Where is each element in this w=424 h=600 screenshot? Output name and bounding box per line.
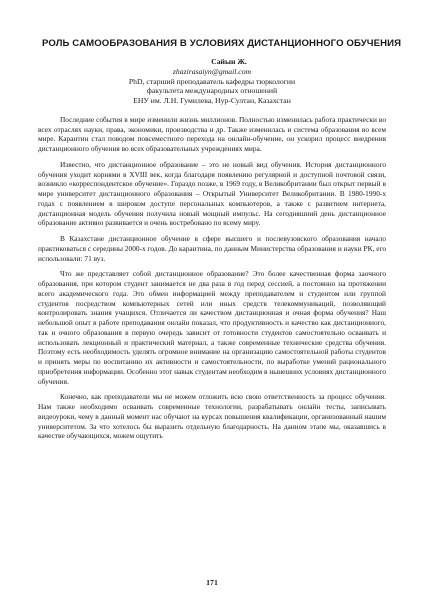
author-email[interactable]: zhazirasaiyn@gmail.com: [172, 66, 252, 76]
author-university: ЕНУ им. Л.Н. Гумилева, Нур-Султан, Казахстан: [133, 96, 291, 106]
paragraph-1: Последние события в мире изменили жизнь миллионов. Полностью изменилась работа практически во всех отраслях науки, права, экономики, производства и др. Также изменилась и система образования во всем мире. Карантин стал поводом повсеместного перехода на онлайн-обучение, он ускорил процесс внедрения дистанционного обучения во всех образовательных учреждениях мира.: [38, 114, 386, 154]
author-block: [38, 57, 386, 106]
article-body: [38, 115, 386, 441]
paragraph-5: Конечно, как преподаватели мы не можем отложить всю свою ответственность за процесс обучения. Нам также необходимо осваивать современные технологии, разрабатывать онлайн тесты, записывать видеоуроки, чему в данный момент нас обучают на курсах повышения квалификации, организованный нашим университетом. За что хотелось бы выразить отдельную благодарность. На данном этапе мы, оказавшись в качестве обучающихся, можем ощутить: [38, 392, 386, 441]
author-position: PhD, старший преподаватель кафедры тюркологии: [128, 76, 296, 86]
paper-title: РОЛЬ САМООБРАЗОВАНИЯ В УСЛОВИЯХ ДИСТАНЦИОННОГО ОБУЧЕНИЯ: [42, 38, 402, 49]
author-name: Сайын Ж.: [211, 57, 247, 66]
paragraph-3: В Казахстане дистанционное обучение в сфере высшего и послевузовского образования начало практиковаться с середины 2000-х годов. До карантина, по данным Министерства образования и науки РК, его использовали: 71 вуз.: [38, 234, 386, 263]
paragraph-4: Что же представляет собой дистанционное образование? Это более качественная форма заочного образования, при котором студент занимается не два раза в год перед сессией, а постоянно на протяжении всего академического года. Это обмен информацией между преподавателем и студентом или группой студентов посредством компьютерных сетей или иных средств телекоммуникаций, позволяющий контролировать знания учащихся. Отличается ли качеством дистанционная и очная форма обучения? Наш небольшой опыт в работе преподавания онлайн показал, что продуктивность и качество как дистанционного, так и очного образования в первую очередь зависит от готовности студентов самостоятельно осваивать и использовать лекционный и практический материал, а также современные технические средства обучения. Поэтому есть необходимость уделять огромное внимание на организацию самостоятельной работы студентов и принять меры по воспитанию их активности и самостоятельности, по выработке умений рационального приобретения информации. Особенно этот навык студентам необходим в нынешних условиях дистанционного обучения.: [38, 269, 386, 386]
paragraph-2: Известно, что дистанционное образование – это не новый вид обучения. История дистанционного обучения уходит корнями в XVIII век, когда благодаря появлению регулярной и доступной почтовой связи, возникло «корреспондентское обучение». Гораздо позже, в 1969 году, в Великобритании был открыт первый в мире университет дистанционного образования – Открытый Университет Великобритании. В 1980-1990-х годах с появлением в широком доступе персональных компьютеров, а также с развитием интернета, дистанционная модель обучения получила новый мощный импульс. На сегодняшний день дистанционное образование активно развивается и очень востребовано по всему миру.: [38, 159, 386, 228]
author-faculty: факультета международных отношений: [146, 86, 278, 96]
page-number: 171: [206, 578, 218, 587]
